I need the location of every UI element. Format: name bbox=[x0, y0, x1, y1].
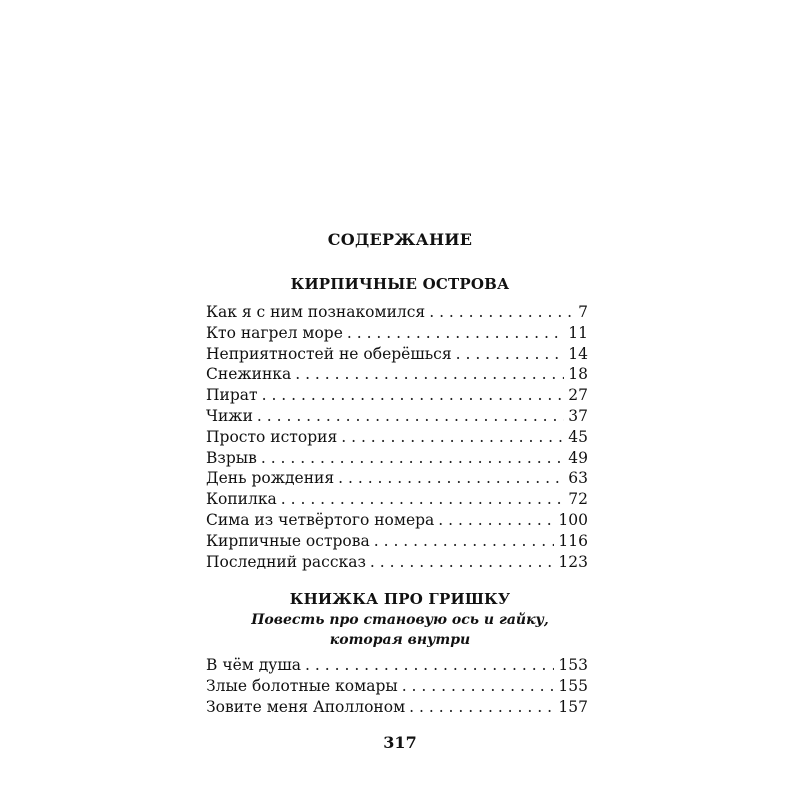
toc-entry-title: В чём душа bbox=[206, 656, 302, 674]
toc-entry-title: Последний рассказ bbox=[206, 552, 366, 571]
toc-entry bbox=[206, 655, 588, 676]
dot-leader bbox=[374, 531, 555, 552]
toc-entry-page: 72 bbox=[568, 490, 588, 509]
section-subtitle-line2: которая внутри bbox=[329, 632, 471, 648]
toc-entry-title: Копилка bbox=[206, 490, 277, 509]
toc-entry bbox=[206, 364, 588, 385]
toc-entry-page: 153 bbox=[558, 656, 588, 674]
toc-entry bbox=[206, 448, 588, 469]
section-title-kirpichnye-ostrova: КИРПИЧНЫЕ ОСТРОВА bbox=[290, 275, 510, 293]
dot-leader bbox=[456, 344, 565, 365]
toc-entry bbox=[206, 385, 588, 406]
toc-entry-title: Неприятностей не оберёшься bbox=[206, 344, 452, 363]
toc-entry bbox=[206, 468, 588, 489]
dot-leader bbox=[305, 655, 554, 676]
section-title-knizhka-pro-grishku: КНИЖКА ПРО ГРИШКУ bbox=[289, 590, 511, 608]
toc-entry bbox=[206, 302, 588, 323]
toc-entry-title: День рождения bbox=[206, 469, 335, 488]
toc-entry-title: Просто история bbox=[206, 427, 338, 446]
toc-entry-title: Пират bbox=[206, 386, 258, 405]
toc-entry-page: 123 bbox=[558, 552, 588, 571]
dot-leader bbox=[347, 323, 564, 344]
toc-entry-page: 37 bbox=[568, 406, 588, 425]
dot-leader bbox=[261, 448, 564, 469]
toc-entry-page: 7 bbox=[578, 303, 588, 321]
toc-entry-title: Чижи bbox=[206, 406, 253, 425]
dot-leader bbox=[262, 385, 565, 406]
toc-entry-title: Зовите меня Аполлоном bbox=[206, 697, 406, 716]
dot-leader bbox=[281, 489, 565, 510]
toc-entry bbox=[206, 344, 588, 365]
toc-entry bbox=[206, 531, 588, 552]
toc-entry-page: 11 bbox=[568, 323, 588, 342]
dot-leader bbox=[338, 468, 564, 489]
toc-entry-title: Злые болотные комары bbox=[206, 676, 398, 695]
dot-leader bbox=[438, 510, 554, 531]
section-subtitle-line1: Повесть про становую ось и гайку, bbox=[251, 612, 549, 628]
toc-entry-page: 63 bbox=[568, 469, 588, 488]
toc-section-1 bbox=[206, 302, 588, 572]
toc-entry-page: 116 bbox=[558, 531, 588, 550]
dot-leader bbox=[429, 302, 574, 323]
toc-entry-page: 18 bbox=[568, 365, 588, 384]
toc-entry-title: Взрыв bbox=[206, 448, 257, 467]
toc-section-2 bbox=[206, 655, 588, 717]
toc-entry-page: 27 bbox=[568, 386, 588, 405]
dot-leader bbox=[341, 427, 564, 448]
toc-entry-page: 14 bbox=[568, 344, 588, 363]
toc-entry-title: Сима из четвёртого номера bbox=[206, 510, 435, 529]
dot-leader bbox=[409, 697, 554, 718]
page-number: 317 bbox=[383, 733, 417, 752]
toc-entry-title: Кто нагрел море bbox=[206, 323, 343, 342]
dot-leader bbox=[370, 552, 554, 573]
toc-entry bbox=[206, 697, 588, 718]
contents-heading: СОДЕРЖАНИЕ bbox=[327, 230, 473, 249]
toc-entry-title: Снежинка bbox=[206, 365, 292, 384]
toc-entry bbox=[206, 489, 588, 510]
toc-entry-page: 45 bbox=[568, 427, 588, 446]
toc-entry-title: Кирпичные острова bbox=[206, 531, 370, 550]
toc-entry bbox=[206, 427, 588, 448]
toc-entry-page: 155 bbox=[558, 676, 588, 695]
toc-entry bbox=[206, 552, 588, 573]
dot-leader bbox=[295, 364, 564, 385]
toc-entry bbox=[206, 510, 588, 531]
dot-leader bbox=[402, 676, 555, 697]
toc-entry-title: Как я с ним познакомился bbox=[206, 303, 426, 321]
toc-entry-page: 49 bbox=[568, 448, 588, 467]
toc-entry bbox=[206, 676, 588, 697]
toc-entry-page: 157 bbox=[558, 697, 588, 716]
toc-entry bbox=[206, 406, 588, 427]
dot-leader bbox=[257, 406, 564, 427]
toc-entry-page: 100 bbox=[558, 510, 588, 529]
toc-entry bbox=[206, 323, 588, 344]
